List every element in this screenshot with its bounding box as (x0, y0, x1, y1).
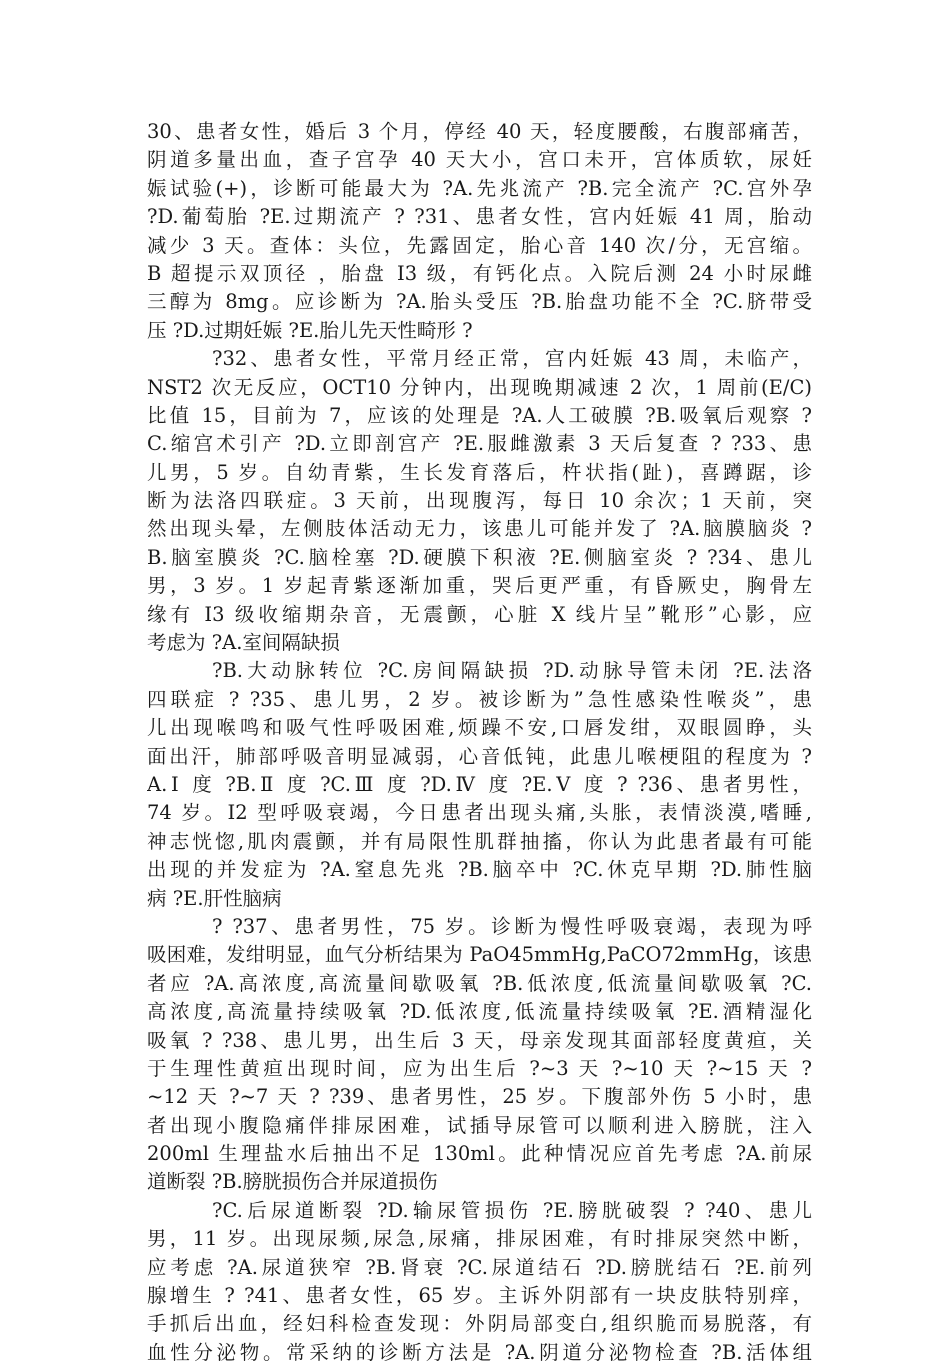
text-line: 四联症 ? ?35、患儿男，2 岁。被诊断为”急性感染性喉炎”，患 (147, 687, 812, 711)
text-line: A.Ⅰ 度 ?B.Ⅱ 度 ?C.Ⅲ 度 ?D.Ⅳ 度 ?E.Ⅴ 度 ? ?36、患者男性， (147, 772, 812, 796)
text-line: 三醇为 8mg。应诊断为 ?A.胎头受压 ?B.胎盘功能不全 ?C.脐带受 (147, 290, 812, 314)
text-line: 者应 ?A.高浓度,高流量间歇吸氧 ?B.低浓度,低流量间歇吸氧 ?C. (147, 971, 812, 995)
text-line: NST2 次无反应，OCT10 分钟内，出现晚期减速 2 次，1 周前(E/C) (147, 375, 812, 399)
text-line: 然出现头晕，左侧肢体活动无力，该患儿可能并发了 ?A.脑膜脑炎 ? (147, 517, 812, 541)
text-line: 病 ?E.肝性脑病 (147, 886, 282, 910)
text-line: 娠试验(+)，诊断可能最大为 ?A.先兆流产 ?B.完全流产 ?C.宫外孕 (147, 176, 812, 200)
text-line: 高浓度,高流量持续吸氧 ?D.低浓度,低流量持续吸氧 ?E.酒精湿化 (147, 1000, 812, 1024)
text-line: 200ml 生理盐水后抽出不足 130ml。此种情况应首先考虑 ?A.前尿 (147, 1142, 812, 1166)
text-line: 吸困难，发绀明显，血气分析结果为 PaO45mmHg,PaCO72mmHg，该患 (147, 943, 812, 967)
text-line: 吸氧 ? ?38、患儿男，出生后 3 天，母亲发现其面部轻度黄疸，关 (147, 1028, 812, 1052)
text-line: 于生理性黄疸出现时间，应为出生后 ?~3 天 ?~10 天 ?~15 天 ? (147, 1056, 812, 1080)
text-line: B 超提示双顶径 ，胎盘 I3 级，有钙化点。入院后测 24 小时尿雌 (147, 261, 812, 285)
text-line: 应考虑 ?A.尿道狭窄 ?B.肾衰 ?C.尿道结石 ?D.膀胱结石 ?E.前列 (147, 1255, 812, 1279)
text-line: 儿出现喉鸣和吸气性呼吸困难,烦躁不安,口唇发绀，双眼圆睁，头 (147, 716, 812, 740)
text-line: 面出汗，肺部呼吸音明显减弱，心音低钝，此患儿喉梗阻的程度为 ? (147, 744, 812, 768)
text-line: ?B.大动脉转位 ?C.房间隔缺损 ?D.动脉导管未闭 ?E.法洛 (212, 659, 812, 683)
text-line: 儿男，5 岁。自幼青紫，生长发育落后，杵状指(趾)，喜蹲踞，诊 (147, 460, 812, 484)
text-line: ~12 天 ?~7 天 ? ?39、患者男性，25 岁。下腹部外伤 5 小时，患 (147, 1085, 812, 1109)
text-line: 腺增生 ? ?41、患者女性，65 岁。主诉外阴部有一块皮肤特别痒， (147, 1284, 812, 1308)
text-line: 手抓后出血，经妇科检查发现：外阴局部变白,组织脆而易脱落，有 (147, 1312, 812, 1336)
text-line: 道断裂 ?B.膀胱损伤合并尿道损伤 (147, 1170, 438, 1194)
text-line: 考虑为 ?A.室间隔缺损 (147, 631, 340, 655)
text-line: 阴道多量出血，查子宫孕 40 天大小，宫口未开，宫体质软，尿妊 (147, 148, 812, 172)
text-line: 30、患者女性，婚后 3 个月，停经 40 天，轻度腰酸，右腹部痛苦， (147, 120, 812, 143)
text-line: 男，11 岁。出现尿频,尿急,尿痛，排尿困难，有时排尿突然中断， (147, 1227, 812, 1251)
text-line: 比值 15，目前为 7，应该的处理是 ?A.人工破膜 ?B.吸氧后观察 ? (147, 403, 812, 427)
text-line: 血性分泌物。常采纳的诊断方法是 ?A.阴道分泌物检查 ?B.活体组 (147, 1340, 812, 1364)
text-line: 减少 3 天。查体：头位，先露固定，胎心音 140 次/分，无宫缩。 (147, 233, 812, 257)
text-line: 断为法洛四联症。3 天前，出现腹泻，每日 10 余次；1 天前，突 (147, 489, 812, 513)
text-line: ?32、患者女性，平常月经正常，宫内妊娠 43 周，未临产， (212, 347, 812, 371)
text-line: ? ?37、患者男性，75 岁。诊断为慢性呼吸衰竭，表现为呼 (212, 914, 812, 938)
body-text (147, 118, 812, 1367)
text-line: ?D.葡萄胎 ?E.过期流产 ? ?31、患者女性，宫内妊娠 41 周，胎动 (147, 205, 812, 229)
text-line: 出现的并发症为 ?A.窒息先兆 ?B.脑卒中 ?C.休克早期 ?D.肺性脑 (147, 858, 812, 882)
text-line: 神志恍惚,肌肉震颤，并有局限性肌群抽搐，你认为此患者最有可能 (147, 829, 812, 853)
text-line: 压 ?D.过期妊娠 ?E.胎儿先天性畸形 ? (147, 318, 473, 342)
text-line: 74 岁。I2 型呼吸衰竭，今日患者出现头痛,头胀，表情淡漠,嗜睡, (147, 801, 812, 825)
text-line: C.缩宫术引产 ?D.立即剖宫产 ?E.服雌激素 3 天后复查 ? ?33、患 (147, 432, 812, 456)
text-line: 缘有 I3 级收缩期杂音，无震颤，心脏 X 线片呈”靴形”心影，应 (147, 602, 812, 626)
text-line: ?C.后尿道断裂 ?D.输尿管损伤 ?E.膀胱破裂 ? ?40、患儿 (212, 1198, 812, 1222)
text-line: 男，3 岁。1 岁起青紫逐渐加重，哭后更严重，有昏厥史，胸骨左 (147, 574, 812, 598)
text-line: 者出现小腹隐痛伴排尿困难，试插导尿管可以顺利进入膀胱，注入 (147, 1113, 812, 1137)
text-line: B.脑室膜炎 ?C.脑栓塞 ?D.硬膜下积液 ?E.侧脑室炎 ? ?34、患儿 (147, 545, 812, 569)
